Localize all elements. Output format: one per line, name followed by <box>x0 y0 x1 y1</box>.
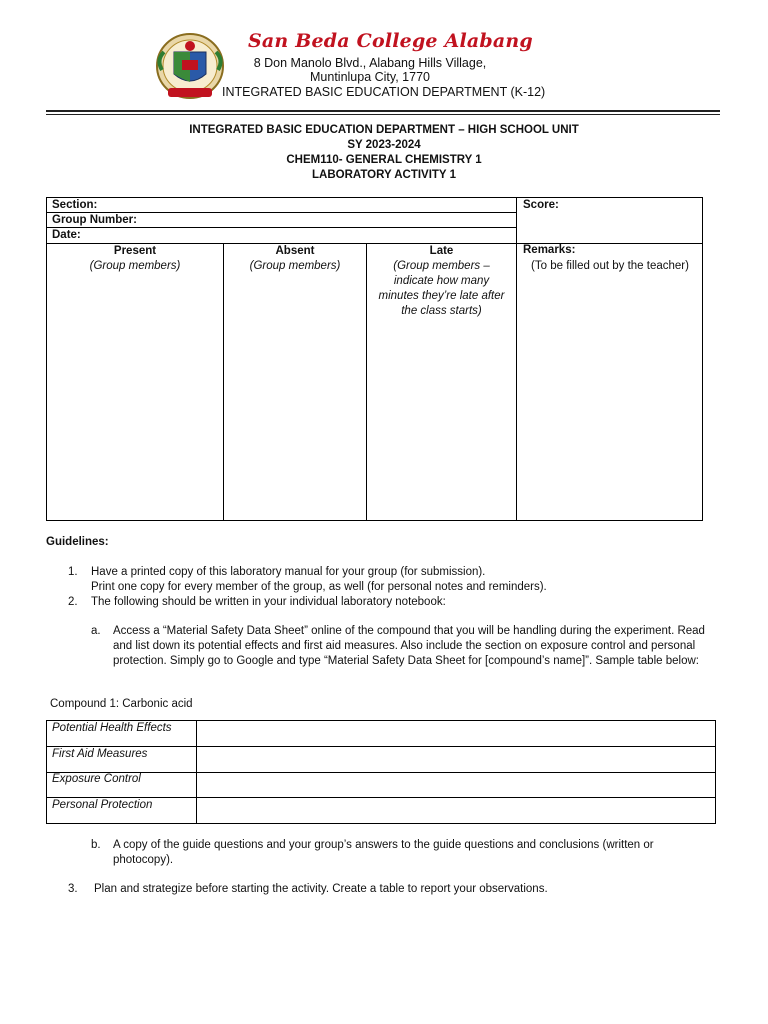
section-field[interactable] <box>46 197 517 213</box>
item-1-number: 1. <box>68 566 78 578</box>
late-header: Late <box>429 245 454 257</box>
date-field[interactable] <box>46 227 517 244</box>
guidelines-heading: Guidelines: <box>46 536 109 548</box>
msds-value-cell[interactable] <box>196 797 716 824</box>
late-subtitle: (Group members – indicate how many minutes they’re late after the class starts) <box>378 260 505 317</box>
remarks-column[interactable] <box>516 243 703 521</box>
msds-value-cell[interactable] <box>196 720 716 747</box>
header-divider-thin <box>46 114 720 115</box>
title-department: INTEGRATED BASIC EDUCATION DEPARTMENT – HIGH SCHOOL UNIT <box>189 124 579 136</box>
header-divider <box>46 110 720 112</box>
item-2-number: 2. <box>68 596 78 608</box>
item-2b-letter: b. <box>91 839 101 851</box>
msds-row-label: Exposure Control <box>52 773 141 785</box>
item-2b-text: A copy of the guide questions and your group’s answers to the guide questions and conclusions (written or photocopy). <box>113 839 654 866</box>
college-seal-logo <box>152 30 228 106</box>
msds-value-cell[interactable] <box>196 772 716 798</box>
present-header: Present <box>113 245 157 257</box>
absent-header: Absent <box>275 245 315 257</box>
item-2a-text: Access a “Material Safety Data Sheet” online of the compound that you will be handling during the experiment. Read and list down its potential effects and first aid measures. Also include the section on exposure control and personal protection. Simply go to Google and type “Material Safety Data Sheet for [compound’s name]”. Sample table below: <box>113 625 705 667</box>
compound-label: Compound 1: Carbonic acid <box>50 698 193 710</box>
absent-subtitle: (Group members) <box>249 260 341 272</box>
msds-row-label: Potential Health Effects <box>52 722 172 734</box>
group-number-label: Group Number: <box>52 214 137 226</box>
item-1-line-2: Print one copy for every member of the group, as well (for personal notes and reminders). <box>91 581 547 593</box>
department-line: INTEGRATED BASIC EDUCATION DEPARTMENT (K-12) <box>222 85 546 99</box>
section-label: Section: <box>52 199 98 211</box>
remarks-subtitle: (To be filled out by the teacher) <box>531 260 689 272</box>
present-subtitle: (Group members) <box>89 260 181 272</box>
address-line-2: Muntinlupa City, 1770 <box>310 70 430 84</box>
item-1-line-1: Have a printed copy of this laboratory manual for your group (for submission). <box>91 566 486 578</box>
item-2a-letter: a. <box>91 625 101 637</box>
title-activity: LABORATORY ACTIVITY 1 <box>312 169 456 181</box>
date-label: Date: <box>52 229 81 241</box>
title-course: CHEM110- GENERAL CHEMISTRY 1 <box>286 154 482 166</box>
item-3-text: Plan and strategize before starting the activity. Create a table to report your observations. <box>94 883 548 895</box>
remarks-header: Remarks: <box>523 244 576 256</box>
address-line-1: 8 Don Manolo Blvd., Alabang Hills Village, <box>253 56 487 70</box>
msds-row-label: Personal Protection <box>52 799 153 811</box>
item-3-number: 3. <box>68 883 78 895</box>
title-school-year: SY 2023-2024 <box>347 139 421 151</box>
score-label: Score: <box>523 199 559 211</box>
present-column[interactable] <box>46 243 224 521</box>
item-2-text: The following should be written in your individual laboratory notebook: <box>91 596 446 608</box>
college-name: San Beda College Alabang <box>248 30 533 52</box>
msds-row-label: First Aid Measures <box>52 748 148 760</box>
absent-column[interactable] <box>223 243 367 521</box>
msds-value-cell[interactable] <box>196 746 716 773</box>
